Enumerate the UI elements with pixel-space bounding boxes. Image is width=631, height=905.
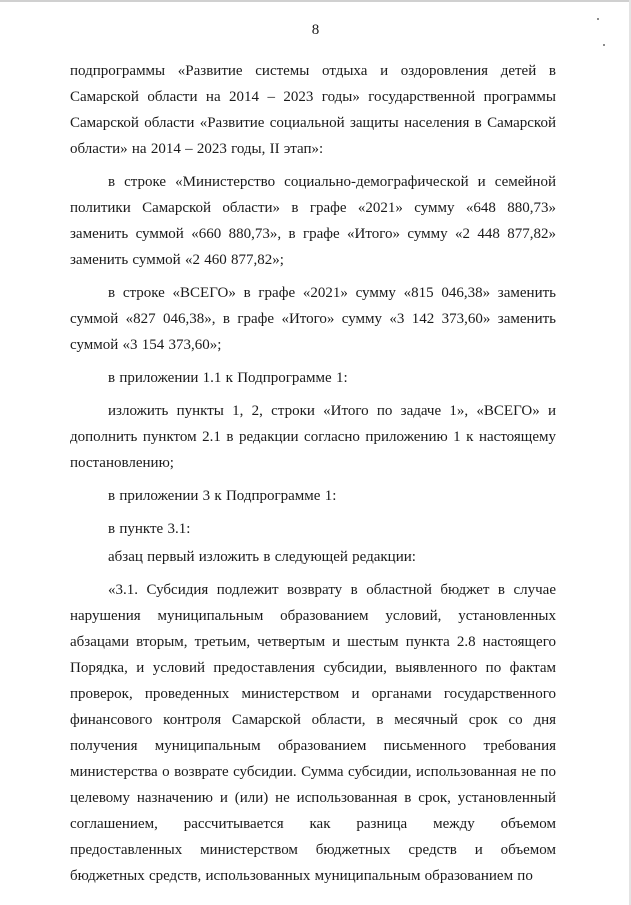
scan-speck [603,44,605,46]
paragraph-subprogram-title: подпрограммы «Развитие системы отдыха и оздоровления детей в Самарской области на 2014 – 2023 годы» государственной программы Самарской области «Развитие социальной защиты населения в Самарской области» на 2014 – 2023 годы, II этап»: [70,63,556,157]
scan-edge-top [0,0,631,2]
paragraph-subsidy-return: «3.1. Субсидия подлежит возврату в областной бюджет в случае нарушения муниципальным образованием условий, установленных абзацами вторым, третьим, четвертым и шестым пункта 2.8 настоящего Порядка, и условий предоставления субсидии, выявленного по фактам проверок, проведенных министерством и органами государственного финансового контроля Самарской области, в месячный срок со дня получения муниципальным образованием письменного требования министерства о возврате субсидии. Сумма субсидии, использованная не по целевому назначению и (или) не использованная в срок, установленный соглашением, рассчитывается как разница между объемом предоставленных министерством бюджетных средств и объемом бюджетных средств, использованных муниципальным образованием по [70,582,556,884]
paragraph-items-change: изложить пункты 1, 2, строки «Итого по задаче 1», «ВСЕГО» и дополнить пунктом 2.1 в редакции согласно приложению 1 к настоящему постановлению; [70,403,556,471]
paragraph-appendix-3: в приложении 3 к Подпрограмме 1: [108,488,337,504]
paragraph-first-abzac: абзац первый изложить в следующей редакции: [108,549,416,565]
document-body [70,58,556,896]
paragraph-clause-3-1: в пункте 3.1: [108,521,191,537]
paragraph-appendix-1-1: в приложении 1.1 к Подпрограмме 1: [108,370,348,386]
paragraph-total-row: в строке «ВСЕГО» в графе «2021» сумму «815 046,38» заменить суммой «827 046,38», в графе «Итого» сумму «3 142 373,60» заменить суммой «3 154 373,60»; [70,285,556,353]
paragraph-ministry-row: в строке «Министерство социально-демографической и семейной политики Самарской области» в графе «2021» сумму «648 880,73» заменить суммой «660 880,73», в графе «Итого» сумму «2 448 877,82» заменить суммой «2 460 877,82»; [70,174,556,268]
page-number: 8 [311,22,320,38]
